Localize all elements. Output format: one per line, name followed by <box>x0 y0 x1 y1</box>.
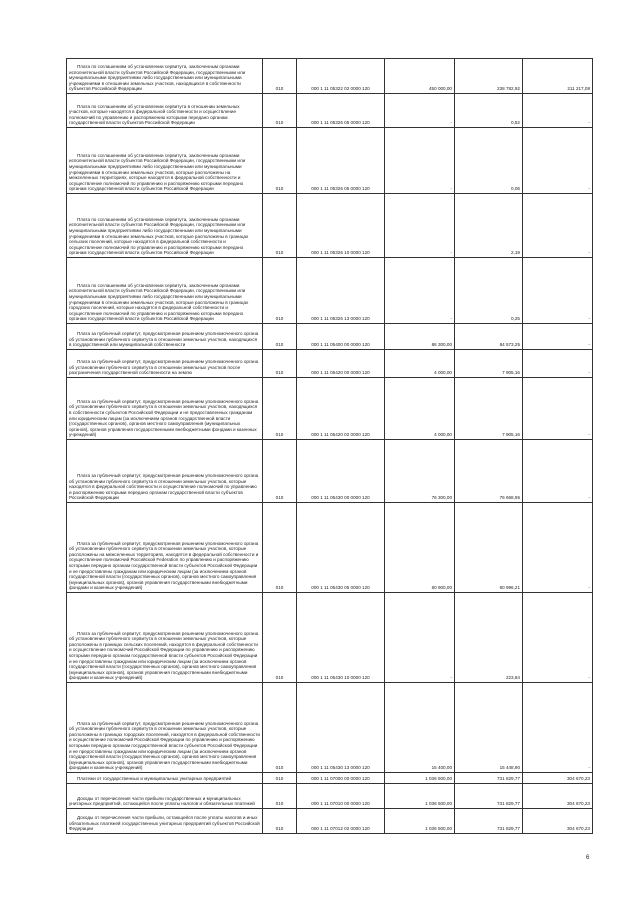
row-name: Плата за публичный сервитут, предусмотренная решением уполномоченного органа об установлении публичного сервитута в отношении земельных участков, которые расположены в границах сельских поселений, находятся в федеральной собственности и осуществление полномочий Российской Федерации по управлению и распоряжению которыми передано органам государственной власти субъектов Российской Федерации и не предоставлены гражданам или юридическим лицам (за исключением органов государственной власти (государственных органов), органов местного самоуправления (муниципальных органов), органов управления государственными внебюджетными фондами и казенных учреждений) <box>67 593 263 683</box>
executed-amount: 731 829,77 <box>455 809 523 834</box>
approved-amount: - <box>385 128 455 194</box>
approved-amount: 1 036 500,00 <box>385 809 455 834</box>
approved-amount: 15 400,00 <box>385 683 455 773</box>
line-code: 010 <box>263 593 297 683</box>
table-row <box>67 258 593 324</box>
unexecuted-amount: - <box>523 593 593 683</box>
row-name: Плата по соглашениям об установлении сервитута, заключенным органами исполнительной власти субъектов Российской Федерации, государственными или муниципальными предприятиями либо государственными или муниципальными учреждениями в отношении земельных участков, которые расположены в границах городских поселений, которые находятся в федеральной собственности и осуществление полномочий по управлению и распоряжению которыми передано органам государственной власти субъектов Российской Федерации <box>67 258 263 324</box>
executed-amount: 731 829,77 <box>455 773 523 784</box>
budget-code: 000 1 11 05326 05 0000 120 <box>297 94 385 128</box>
approved-amount: 4 000,00 <box>385 350 455 378</box>
unexecuted-amount: 211 217,08 <box>523 59 593 94</box>
row-name: Плата за публичный сервитут, предусмотренная решением уполномоченного органа об установлении публичного сервитута в отношении земельных участков после разграничения государственной собственности на землю <box>67 350 263 378</box>
revenue-table <box>66 58 593 834</box>
row-name: Плата по соглашениям об установлении сервитута, заключенным органами исполнительной власти субъектов Российской Федерации, государственными или муниципальными предприятиями либо государственными или муниципальными учреждениями в отношении земельных участков, которые расположены в границах сельских поселений, которые находятся в федеральной собственности и осуществление полномочий по управлению и распоряжению которыми передано органам государственной власти субъектов Российской Федерации <box>67 194 263 258</box>
approved-amount: 450 000,00 <box>385 59 455 94</box>
row-name: Плата по соглашениям об установлении сервитута в отношении земельных участков, которые находятся в федеральной собственности и осуществление полномочий по управлению и распоряжению которыми передано органам государственной власти субъектов Российской Федерации <box>67 94 263 128</box>
budget-code: 000 1 11 05430 00 0000 120 <box>297 440 385 503</box>
row-name: Плата за публичный сервитут, предусмотренная решением уполномоченного органа об установлении публичного сервитута в отношении земельных участков, находящихся в собственности субъектов Российской Федерации и не предоставленных гражданам или юридическим лицам (за исключением органов государственной власти (государственных органов), органов местного самоуправления (муниципальных органов), органов управления государственными внебюджетными фондами и казенных учреждений) <box>67 378 263 440</box>
unexecuted-amount: - <box>523 128 593 194</box>
approved-amount: 76 300,00 <box>385 440 455 503</box>
unexecuted-amount: 304 670,23 <box>523 773 593 784</box>
budget-code: 000 1 11 05430 13 0000 120 <box>297 683 385 773</box>
budget-code: 000 1 11 05326 05 0000 120 <box>297 128 385 194</box>
executed-amount: 731 829,77 <box>455 784 523 809</box>
approved-amount: - <box>385 593 455 683</box>
line-code: 010 <box>263 683 297 773</box>
unexecuted-amount: - <box>523 350 593 378</box>
budget-code: 000 1 11 05430 05 0000 120 <box>297 503 385 593</box>
executed-amount: 7 905,16 <box>455 350 523 378</box>
table-row <box>67 378 593 440</box>
executed-amount: 2,19 <box>455 194 523 258</box>
unexecuted-amount: - <box>523 94 593 128</box>
table-row <box>67 324 593 350</box>
table-row <box>67 59 593 94</box>
approved-amount: 1 036 500,00 <box>385 773 455 784</box>
approved-amount: 4 000,00 <box>385 378 455 440</box>
approved-amount: 1 036 500,00 <box>385 784 455 809</box>
line-code: 010 <box>263 194 297 258</box>
table-row <box>67 94 593 128</box>
executed-amount: 76 668,95 <box>455 440 523 503</box>
table-row <box>67 350 593 378</box>
line-code: 010 <box>263 350 297 378</box>
table-row <box>67 194 593 258</box>
row-name: Доходы от перечисления части прибыли государственных и муниципальных унитарных предприятий, остающейся после уплаты налогов и обязательных платежей <box>67 784 263 809</box>
executed-amount: 84 573,25 <box>455 324 523 350</box>
table-row <box>67 593 593 683</box>
line-code: 010 <box>263 258 297 324</box>
unexecuted-amount: 304 670,23 <box>523 784 593 809</box>
table-body <box>67 59 593 834</box>
row-name: Плата за публичный сервитут, предусмотренная решением уполномоченного органа об установлении публичного сервитута в отношении земельных участков, которые расположены в границах городских поселений, находятся в федеральной собственности и осуществление полномочий Российской Федерации по управлению и распоряжению которыми передано органам государственной власти субъектов Российской Федерации и не предоставлены гражданам или юридическим лицам (за исключением органов государственной власти (государственных органов), органов местного самоуправления (муниципальных органов), органов управления государственными внебюджетными фондами и казенных учреждений) <box>67 683 263 773</box>
budget-code: 000 1 11 07012 02 0000 120 <box>297 809 385 834</box>
executed-amount: 15 448,90 <box>455 683 523 773</box>
unexecuted-amount: - <box>523 258 593 324</box>
executed-amount: 60 996,21 <box>455 503 523 593</box>
budget-code: 000 1 11 05322 02 0000 120 <box>297 59 385 94</box>
line-code: 010 <box>263 784 297 809</box>
line-code: 010 <box>263 503 297 593</box>
executed-amount: 7 905,16 <box>455 378 523 440</box>
row-name: Плата по соглашениям об установлении сервитута, заключенным органами исполнительной власти субъектов Российской Федерации, государственными или муниципальными предприятиями либо государственными или муниципальными учреждениями в отношении земельных участков, которые расположены на межселенных территориях, которые находятся в федеральной собственности и осуществление полномочий по управлению и распоряжению которыми передано органам государственной власти субъектов Российской Федерации <box>67 128 263 194</box>
table-row <box>67 128 593 194</box>
budget-code: 000 1 11 05420 00 0000 120 <box>297 350 385 378</box>
line-code: 010 <box>263 128 297 194</box>
table-row <box>67 809 593 834</box>
table-row <box>67 503 593 593</box>
approved-amount: - <box>385 94 455 128</box>
table-row <box>67 784 593 809</box>
line-code: 010 <box>263 378 297 440</box>
budget-code: 000 1 11 05400 00 0000 120 <box>297 324 385 350</box>
table-row <box>67 440 593 503</box>
executed-amount: 223,84 <box>455 593 523 683</box>
row-name: Платежи от государственных и муниципальных унитарных предприятий <box>67 773 263 784</box>
row-name: Плата за публичный сервитут, предусмотренная решением уполномоченного органа об установлении публичного сервитута в отношении земельных участков, находящихся в государственной или муниципальной собственности <box>67 324 263 350</box>
unexecuted-amount: - <box>523 194 593 258</box>
unexecuted-amount: - <box>523 503 593 593</box>
unexecuted-amount: - <box>523 378 593 440</box>
row-name: Плата по соглашениям об установлении сервитута, заключенным органами исполнительной власти субъектов Российской Федерации, государственными или муниципальными предприятиями либо государственными или муниципальными учреждениями в отношении земельных участков, находящихся в собственности субъектов Российской Федерации <box>67 59 263 94</box>
row-name: Плата за публичный сервитут, предусмотренная решением уполномоченного органа об установлении публичного сервитута в отношении земельных участков, которые расположены на межселенных территориях, находятся в федеральной собственности и осуществление полномочий Российской Federation по управлению и распоряжению которыми передано органам государственной власти субъектов Российской Федерации и не предоставлены гражданам или юридическим лицам (за исключением органов государственной власти (государственных органов), органов местного самоуправления (муниципальных органов), органов управления государственными внебюджетными фондами и казенных учреждений) <box>67 503 263 593</box>
line-code: 010 <box>263 94 297 128</box>
approved-amount: 60 900,00 <box>385 503 455 593</box>
budget-code: 000 1 11 05326 10 0000 120 <box>297 194 385 258</box>
line-code: 010 <box>263 440 297 503</box>
table-row <box>67 683 593 773</box>
table-row <box>67 773 593 784</box>
approved-amount: - <box>385 258 455 324</box>
line-code: 010 <box>263 59 297 94</box>
unexecuted-amount: 304 670,23 <box>523 809 593 834</box>
budget-code: 000 1 11 07010 00 0000 120 <box>297 784 385 809</box>
approved-amount: 86 300,00 <box>385 324 455 350</box>
unexecuted-amount: - <box>523 683 593 773</box>
budget-code: 000 1 11 05430 10 0000 120 <box>297 593 385 683</box>
executed-amount: 238 782,92 <box>455 59 523 94</box>
approved-amount: - <box>385 194 455 258</box>
unexecuted-amount: - <box>523 440 593 503</box>
line-code: 010 <box>263 773 297 784</box>
executed-amount: 0,25 <box>455 258 523 324</box>
row-name: Доходы от перечисления части прибыли, остающейся после уплаты налогов и иных обязательных платежей государственных унитарных предприятий субъектов Российской Федерации <box>67 809 263 834</box>
executed-amount: 0,06 <box>455 128 523 194</box>
line-code: 010 <box>263 324 297 350</box>
unexecuted-amount: - <box>523 324 593 350</box>
budget-code: 000 1 11 07000 00 0000 120 <box>297 773 385 784</box>
executed-amount: 0,52 <box>455 94 523 128</box>
row-name: Плата за публичный сервитут, предусмотренная решением уполномоченного органа об установлении публичного сервитута в отношении земельных участков, которые находятся в федеральной собственности и осуществление полномочий по управлению и распоряжению которыми передано органам государственной власти субъектов Российской Федерации <box>67 440 263 503</box>
line-code: 010 <box>263 809 297 834</box>
budget-code: 000 1 11 05420 02 0000 120 <box>297 378 385 440</box>
budget-code: 000 1 11 05326 13 0000 120 <box>297 258 385 324</box>
page-number: 6 <box>586 855 590 861</box>
